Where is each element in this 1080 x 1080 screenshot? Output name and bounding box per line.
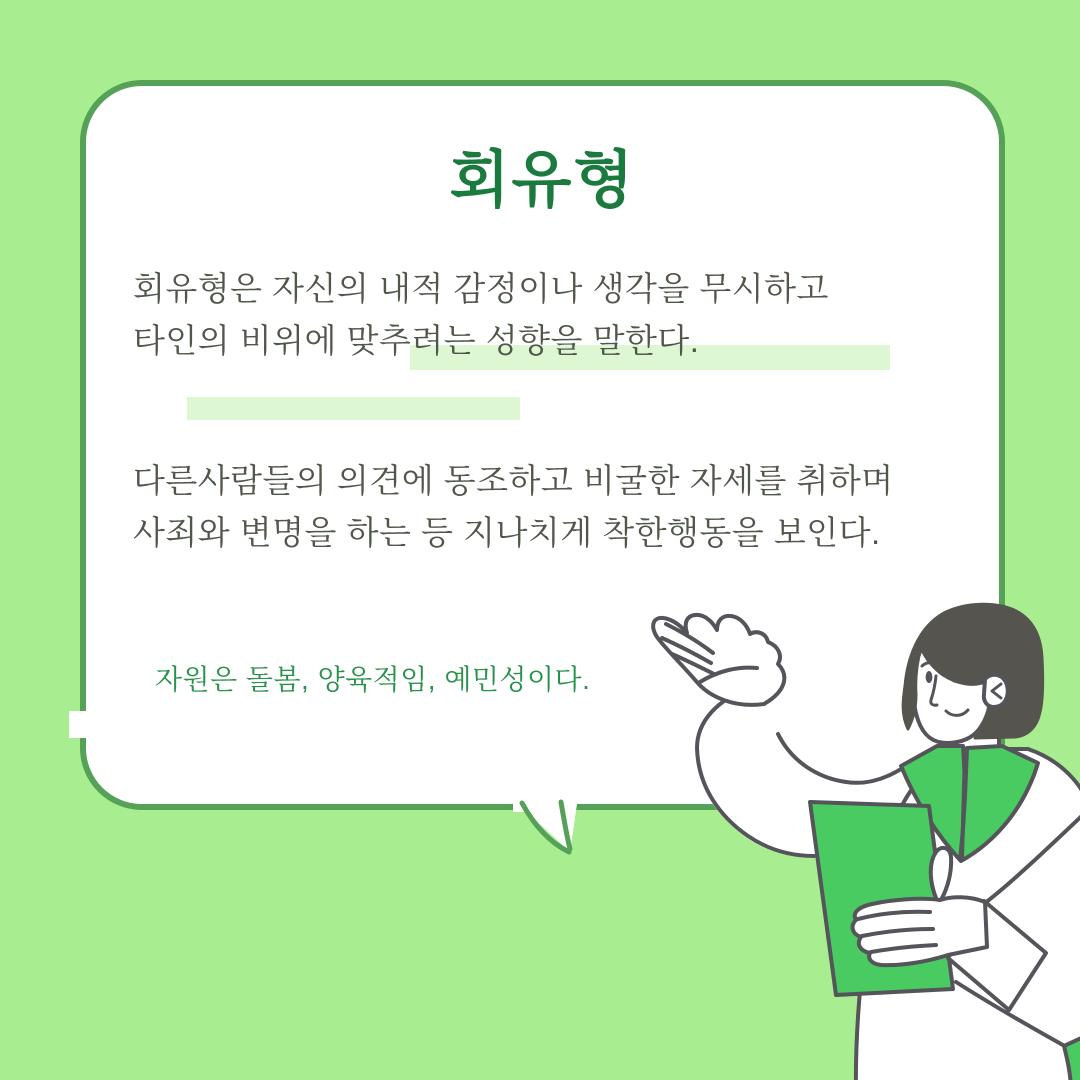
paragraph-2-line-1: 다른사람들의 의견에 동조하고 비굴한 자세를 취하며 <box>133 462 894 499</box>
raised-hand <box>653 615 784 705</box>
resource-note: 자원은 돌봄, 양육적임, 예민성이다. <box>155 664 591 695</box>
paragraph-2-line-2: 사죄와 변명을 하는 등 지나치게 착한행동을 보인다. <box>133 514 881 551</box>
card-title: 회유형 <box>449 146 636 215</box>
paragraph-1-line-1: 회유형은 자신의 내적 감정이나 생각을 무시하고 <box>133 270 829 307</box>
eye-dash <box>954 681 962 682</box>
paragraph-1-line-2: 타인의 비위에 맞추려는 성향을 말한다. <box>133 322 700 359</box>
ear <box>984 675 1008 707</box>
speech-bubble-tail <box>513 799 577 852</box>
eye <box>926 671 933 683</box>
